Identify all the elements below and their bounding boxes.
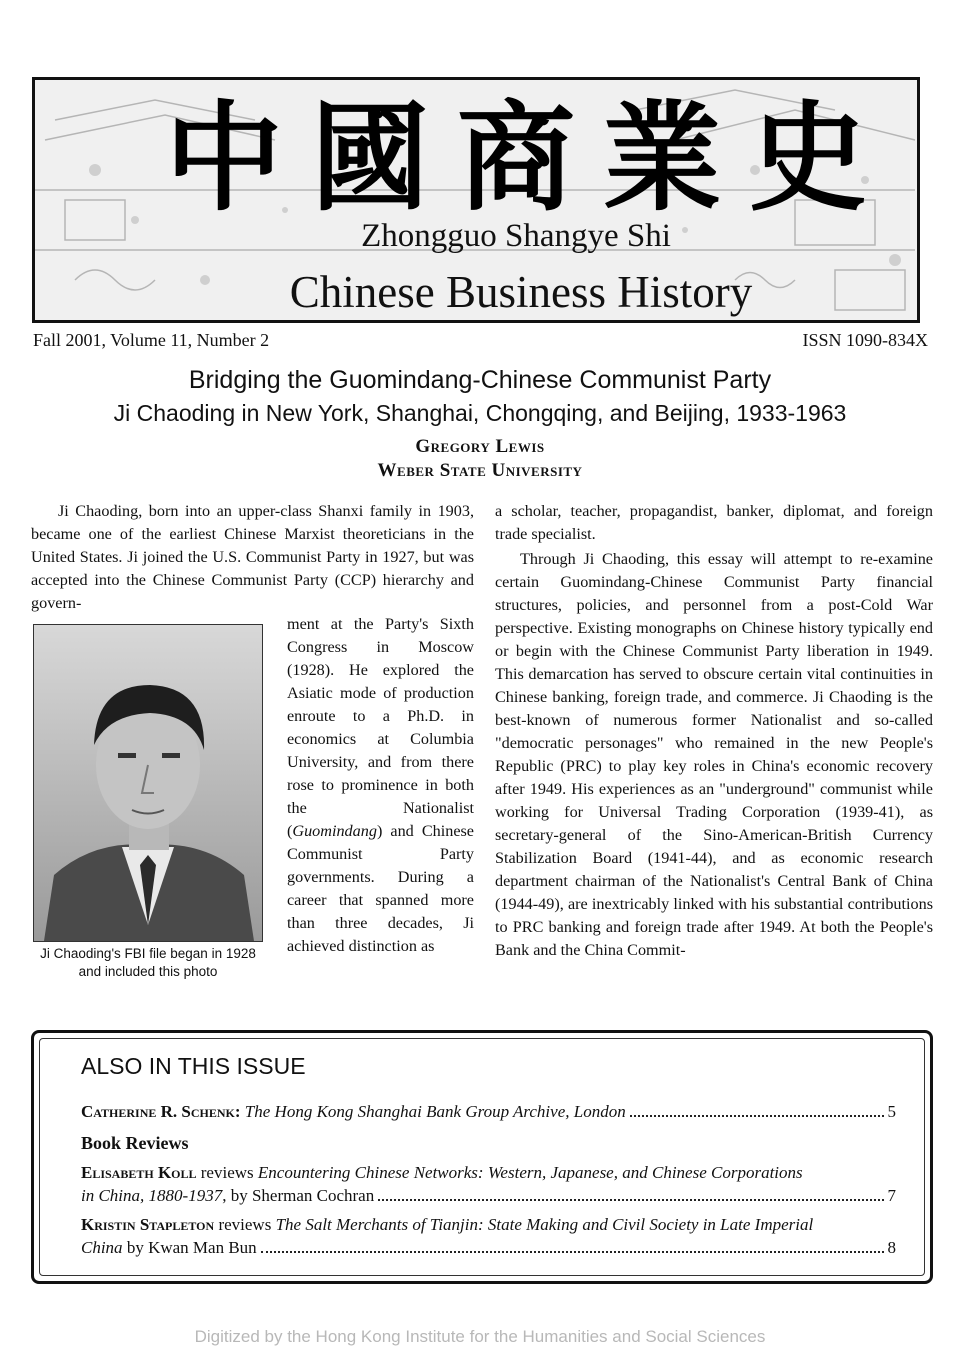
article-paragraph [287,613,474,958]
toc-work-title: The Salt Merchants of Tianjin: State Making and Civil Society in Late Imperial [275,1215,814,1234]
toc-by-line: , by Sherman Cochran [222,1186,375,1205]
article-title: Bridging the Guomindang-Chinese Communist Party [188,366,772,394]
issue-info: Fall 2001, Volume 11, Number 2 [33,330,270,350]
toc-work-title: Encountering Chinese Networks: Western, Japanese, and Chinese Corporations [257,1163,803,1182]
toc-page-number: 5 [887,1102,896,1121]
toc-entry-koll [81,1161,896,1207]
toc-text [81,1236,257,1259]
also-in-this-issue-heading: ALSO IN THIS ISSUE [81,1053,306,1079]
toc-leader-dots [261,1251,884,1253]
article-subtitle: Ji Chaoding in New York, Shanghai, Chongqing, and Beijing, 1933-1963 [113,400,847,426]
article-left-column-bottom [287,613,474,958]
toc-entry-schenk [81,1100,896,1123]
issn: ISSN 1090-834X [802,330,928,350]
article-right-column [495,500,933,962]
article-paragraph: a scholar, teacher, propagandist, banker, diplomat, and foreign trade specialist. [495,502,933,543]
photo-caption: Ji Chaoding's FBI file began in 1928 and included this photo [40,946,256,979]
italic-term: Guomindang [292,822,377,840]
article-left-column-top [31,500,474,615]
toc-author: Kristin Stapleton [81,1215,215,1234]
also-in-this-issue-box [31,1030,933,1284]
toc-page-number: 8 [887,1238,896,1257]
masthead [32,77,920,323]
portrait-illustration [34,625,262,941]
toc-work-title: The Hong Kong Shanghai Bank Group Archive, London [244,1102,626,1121]
author-photo [33,624,263,942]
toc-line [81,1100,896,1123]
article-paragraph: Ji Chaoding, born into an upper-class Shanxi family in 1903, became one of the earliest Chinese Marxist theoreticians in the United States. Ji joined the U.S. Communist Party in 1927, but was accepted into the Chinese Communist Party (CCP) hierarchy and govern- [31,502,474,612]
toc-entry-stapleton [81,1213,896,1259]
toc-line [81,1236,896,1259]
toc-author: Catherine R. Schenk: [81,1102,241,1121]
article-affiliation: Weber State University [377,460,583,481]
masthead-pinyin-title: Zhongguo Shangye Shi [361,218,671,254]
article-paragraph: Through Ji Chaoding, this essay will attempt to re-examine certain Guomindang-Chinese Communist Party financial structures, policies, and personnel from a post-Cold War perspective. Existing monographs on Chinese history typically end or begin with the Chinese Communist Party liberation in 1949. This demarcation has served to obscure certain vital continuities in Chinese banking, foreign trade, and commerce. Ji Chaoding is the best-known of numerous former Nationalist and so-called "democratic personages" who remained in the new People's Republic (PRC) to play key roles in China's economic recovery after 1949. His experiences as an "underground" communist while working for Universal Trading Corporation (1939-41), as secretary-general of the Sino-American-British Currency Stabilization Board (1941-44), and as economic research department chairman of the Nationalist's Central Bank of China (1944-49), are inextricably linked with his substantial contributions to PRC banking and foreign trade after 1949. At both the People's Bank and the China Commit- [495,550,933,959]
toc-line [81,1161,896,1184]
toc-author: Elisabeth Koll [81,1163,197,1182]
text-run: ment at the Party's Sixth Congress in Moscow (1928). He explored the Asiatic mode of production enroute to a Ph.D. in economics at Columbia University, and from there rose to prominence in both the Nationalist ( [287,615,474,840]
toc-reviews-word: reviews [200,1163,254,1182]
toc-text [81,1100,626,1123]
toc-by-line: by Kwan Man Bun [122,1238,257,1257]
toc-work-title-cont: in China, 1880-1937 [81,1186,223,1205]
text-run: ) and Chinese Communist Party governments. During a career that spanned more than three decades, Ji achieved distinction as [287,822,474,955]
masthead-english-title: Chinese Business History [289,267,753,317]
toc-reviews-word: reviews [218,1215,272,1234]
toc-leader-dots [378,1199,883,1201]
toc-text [81,1184,374,1207]
article-author: Gregory Lewis [415,436,545,457]
masthead-chinese-title: 中國商業史 [165,88,896,227]
toc-leader-dots [630,1115,884,1117]
toc-page-number: 7 [887,1186,896,1205]
book-reviews-heading: Book Reviews [81,1133,189,1153]
toc-line [81,1213,896,1236]
toc-work-title-cont: China [81,1238,123,1257]
digitization-footer: Digitized by the Hong Kong Institute for the Humanities and Social Sciences [194,1327,766,1346]
toc-line [81,1184,896,1207]
